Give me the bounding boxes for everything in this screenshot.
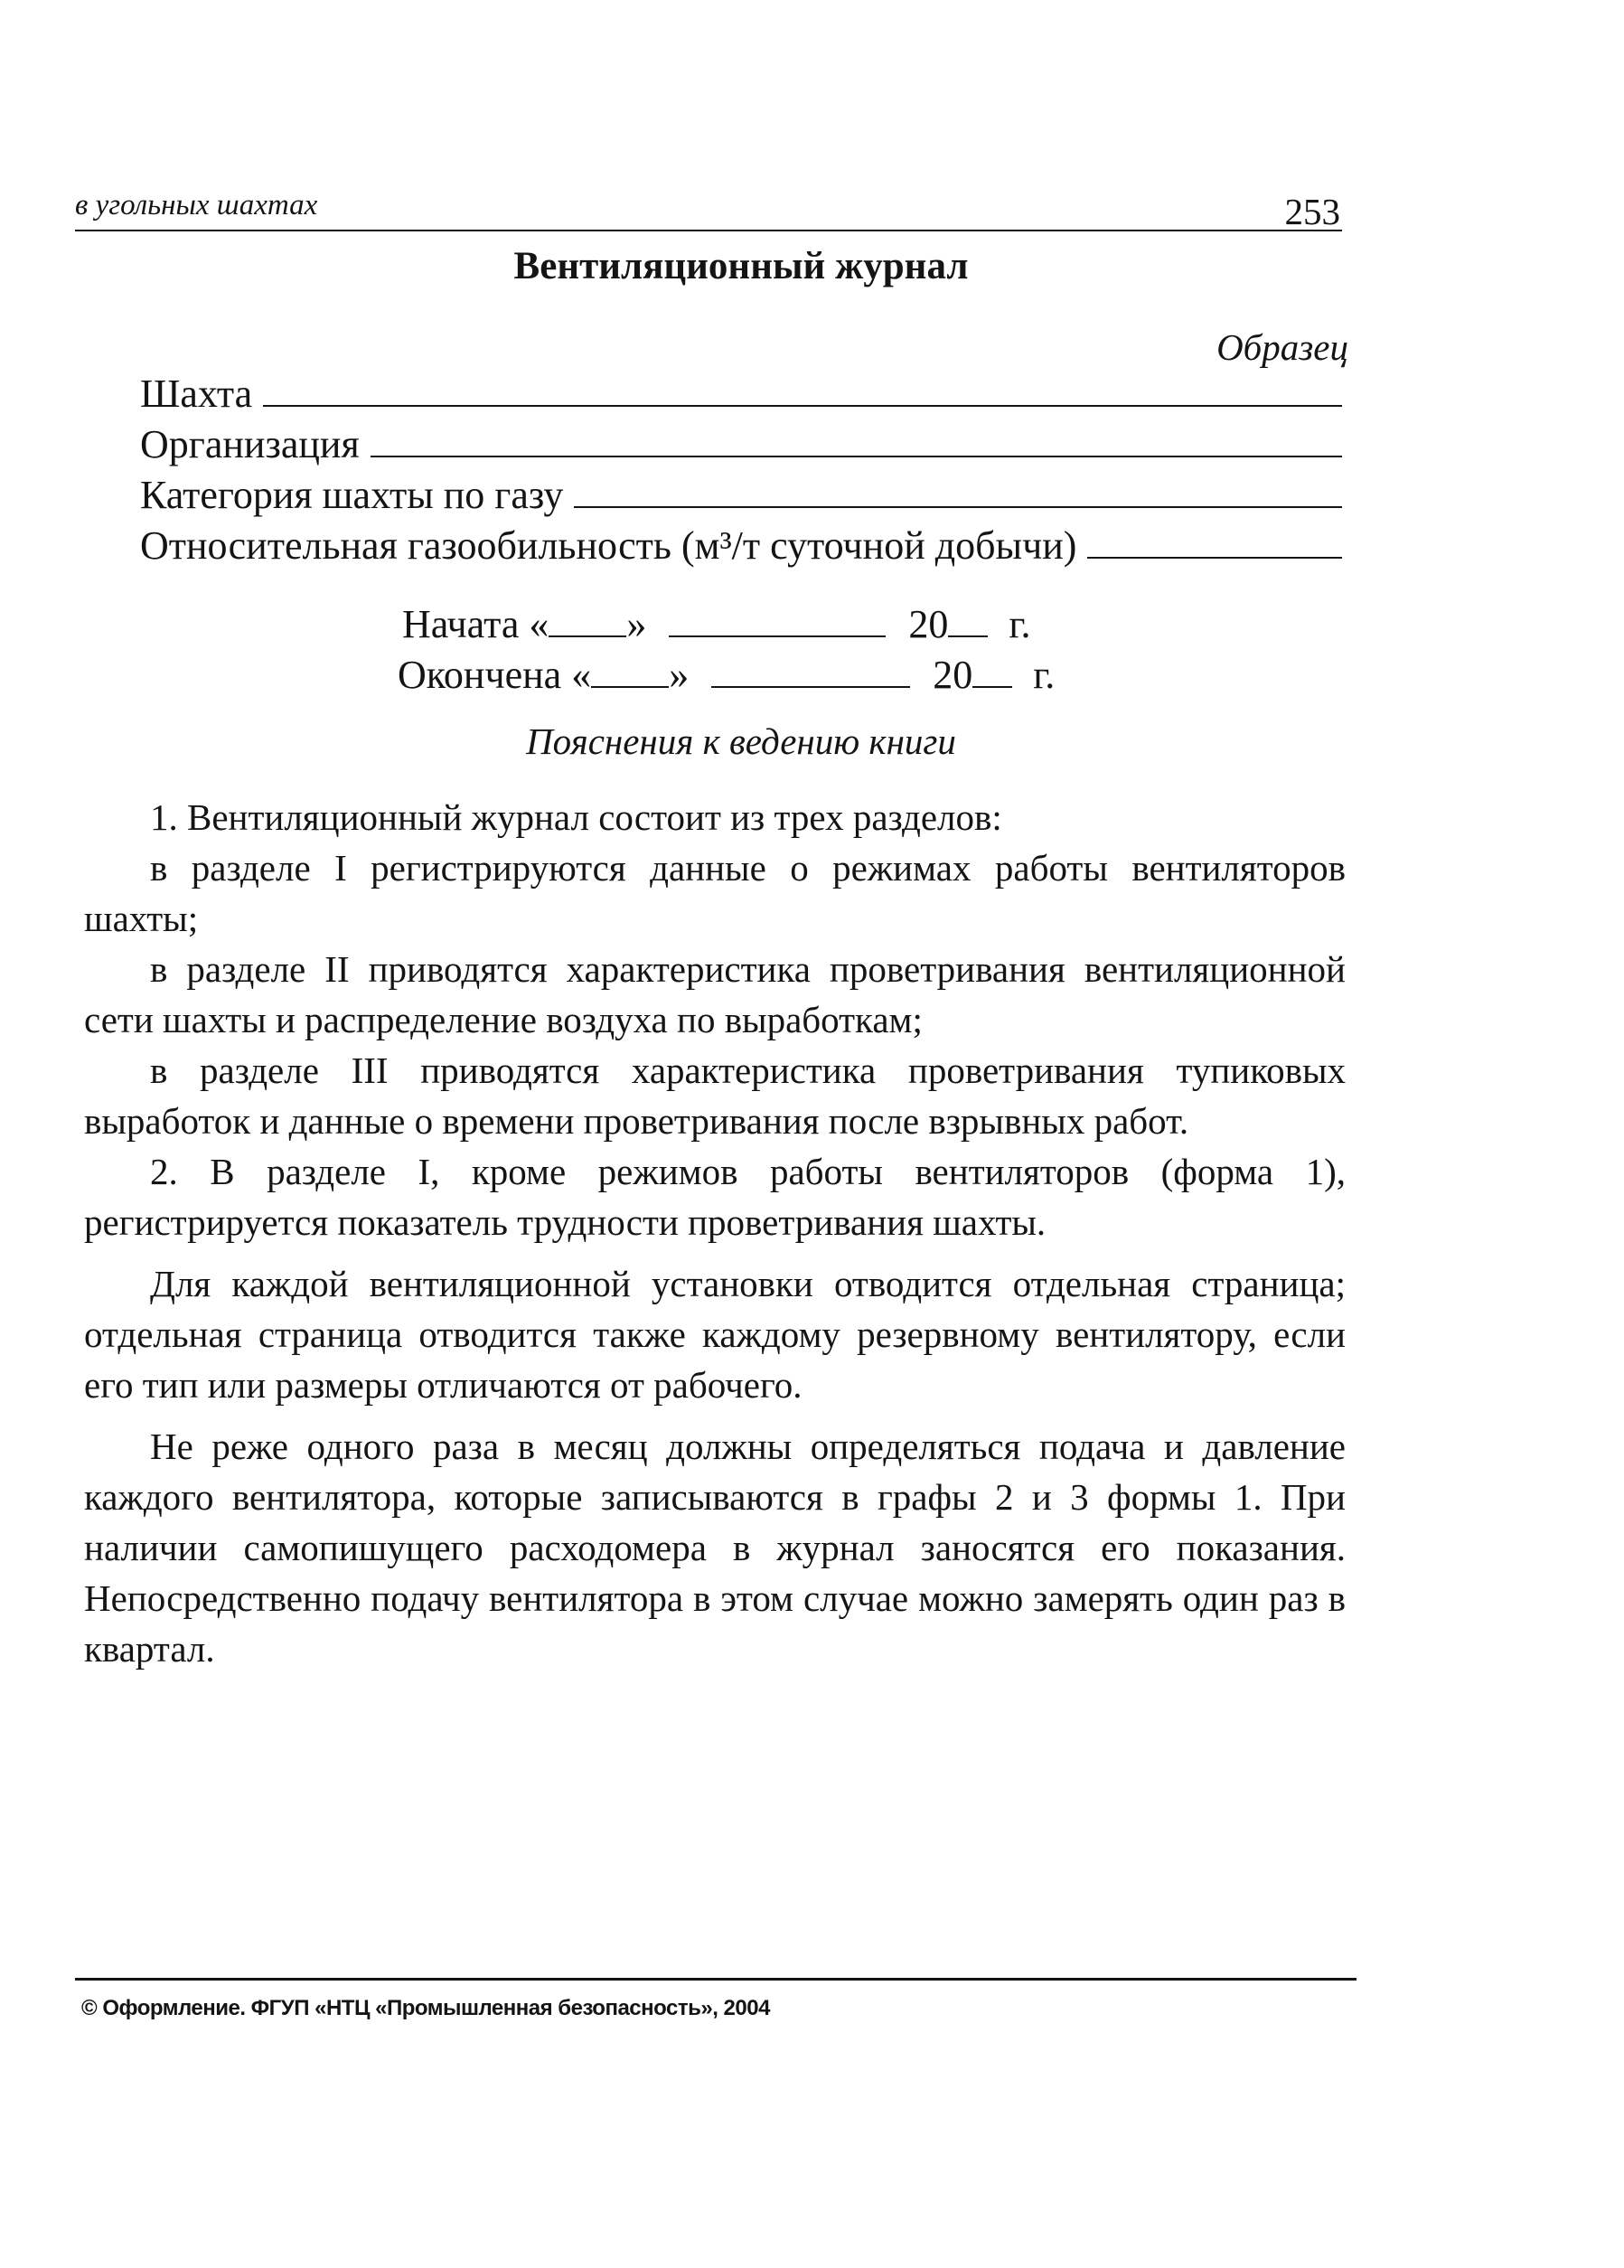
started-label: Начата « <box>402 602 549 646</box>
paragraph: 2. В разделе I, кроме режимов работы вентиляторов (форма 1), регистрируется показатель трудности проветривания шахты. <box>84 1151 1346 1243</box>
field-mine <box>140 369 1342 419</box>
running-header <box>75 177 1342 231</box>
field-gas-category-line <box>574 474 1342 508</box>
field-gas-content-label: Относительная газообильность (м³/т суточной добычи) <box>140 523 1077 568</box>
field-gas-category <box>140 470 1342 521</box>
sample-label: Образец <box>1216 326 1348 368</box>
paragraph: Для каждой вентиляционной установки отводится отдельная страница; отдельная страница отводится также каждому резервному вентилятору, если его тип или размеры отличаются от рабочего. <box>84 1263 1346 1406</box>
field-organization-label: Организация <box>140 422 360 466</box>
ended-year-blank <box>972 657 1012 688</box>
paragraph: 1. Вентиляционный журнал состоит из трех разделов: <box>150 796 1002 838</box>
started-day-blank <box>549 607 626 637</box>
ended-month-blank <box>711 657 910 688</box>
footer-rule <box>75 1978 1356 1981</box>
field-gas-content <box>140 521 1342 571</box>
field-mine-label: Шахта <box>140 372 253 416</box>
document-title: Вентиляционный журнал <box>513 245 969 287</box>
explanations-subtitle: Пояснения к ведению книги <box>526 720 956 762</box>
ended-day-blank <box>591 657 669 688</box>
running-header-section: в угольных шахтах <box>75 189 318 221</box>
field-gas-category-label: Категория шахты по газу <box>140 473 564 517</box>
ended-year-prefix: 20 <box>933 653 973 697</box>
paragraph: Не реже одного раза в месяц должны определяться подача и давление каждого вентилятора, которые записываются в графы 2 и 3 формы 1. При наличии самопишущего расходомера в журнал заносятся его показания. Непосредственно подачу вентилятора в этом случае можно замерять один раз в квартал. <box>84 1426 1346 1670</box>
paragraph: в разделе III приводятся характеристика проветривания тупиковых выработок и данные о времени проветривания после взрывных работ. <box>84 1049 1346 1142</box>
explanations-text <box>84 792 1346 1674</box>
field-mine-line <box>263 372 1342 407</box>
field-organization-line <box>371 423 1342 457</box>
started-year-suffix: г. <box>1009 602 1031 646</box>
started-quote-close: » <box>626 602 647 646</box>
ended-label: Окончена « <box>398 653 592 697</box>
started-year-blank <box>948 607 988 637</box>
started-date-line <box>402 599 1030 650</box>
field-gas-content-line <box>1087 524 1342 559</box>
paragraph: в разделе I регистрируются данные о режимах работы вентиляторов шахты; <box>84 847 1346 939</box>
started-month-blank <box>669 607 886 637</box>
started-year-prefix: 20 <box>908 602 949 646</box>
ended-year-suffix: г. <box>1033 653 1056 697</box>
footer-copyright: © Оформление. ФГУП «НТЦ «Промышленная безопасность», 2004 <box>81 1996 770 2020</box>
paragraph: в разделе II приводятся характеристика проветривания вентиляционной сети шахты и распределение воздуха по выработкам; <box>84 948 1346 1040</box>
page-number: 253 <box>1284 191 1340 232</box>
ended-date-line <box>398 650 1055 701</box>
field-organization <box>140 419 1342 470</box>
ended-quote-close: » <box>669 653 690 697</box>
